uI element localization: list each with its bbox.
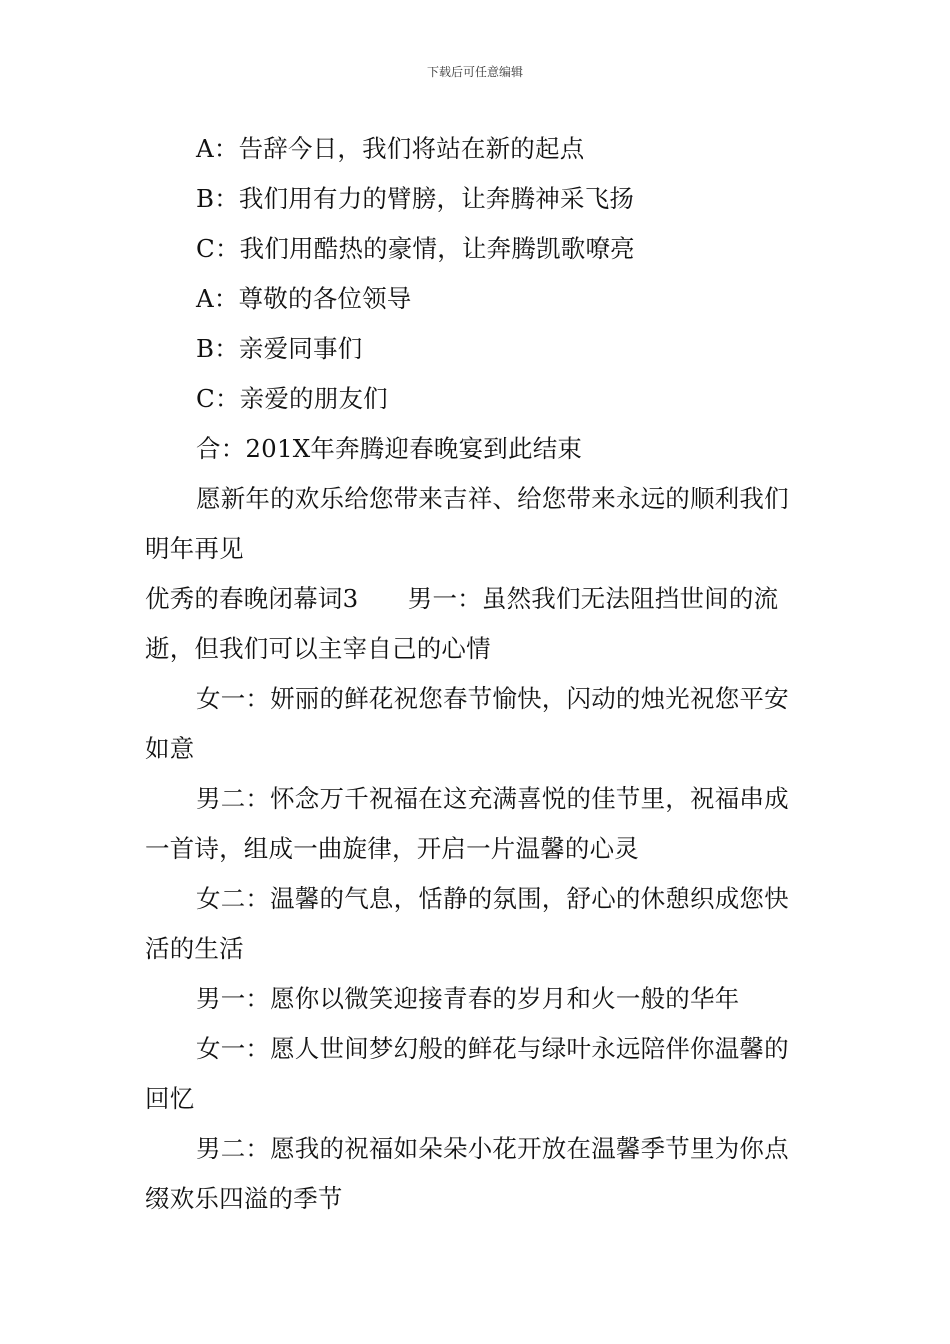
paragraph: B：亲爱同事们 [196, 334, 363, 363]
paragraph: 男二：愿我的祝福如朵朵小花开放在温馨季节里为你点缀欢乐四溢的季节 [145, 1134, 789, 1213]
paragraph: C：亲爱的朋友们 [196, 384, 388, 413]
paragraph: 合：201X年奔腾迎春晚宴到此结束 [196, 434, 583, 463]
paragraph: C：我们用酷热的豪情，让奔腾凯歌嘹亮 [196, 234, 635, 263]
paragraph: 愿新年的欢乐给您带来吉祥、给您带来永远的顺利我们明年再见 [145, 484, 789, 563]
paragraph: 男一：愿你以微笑迎接青春的岁月和火一般的华年 [196, 984, 740, 1013]
document-body [145, 124, 810, 1224]
paragraph: A：尊敬的各位领导 [196, 284, 412, 313]
paragraph-section-heading: 优秀的春晚闭幕词3 男一：虽然我们无法阻挡世间的流逝，但我们可以主宰自己的心情 [145, 584, 779, 663]
paragraph: 女一：愿人世间梦幻般的鲜花与绿叶永远陪伴你温馨的回忆 [145, 1034, 789, 1113]
page-header-note: 下载后可任意编辑 [426, 65, 523, 79]
paragraph: 男二：怀念万千祝福在这充满喜悦的佳节里，祝福串成一首诗，组成一曲旋律，开启一片温馨的心灵 [145, 784, 789, 863]
paragraph: B：我们用有力的臂膀，让奔腾神采飞扬 [196, 184, 635, 213]
paragraph: 女一：妍丽的鲜花祝您春节愉快，闪动的烛光祝您平安如意 [145, 684, 789, 763]
paragraph: 女二：温馨的气息，恬静的氛围，舒心的休憩织成您快活的生活 [145, 884, 789, 963]
paragraph: A：告辞今日，我们将站在新的起点 [196, 134, 585, 163]
